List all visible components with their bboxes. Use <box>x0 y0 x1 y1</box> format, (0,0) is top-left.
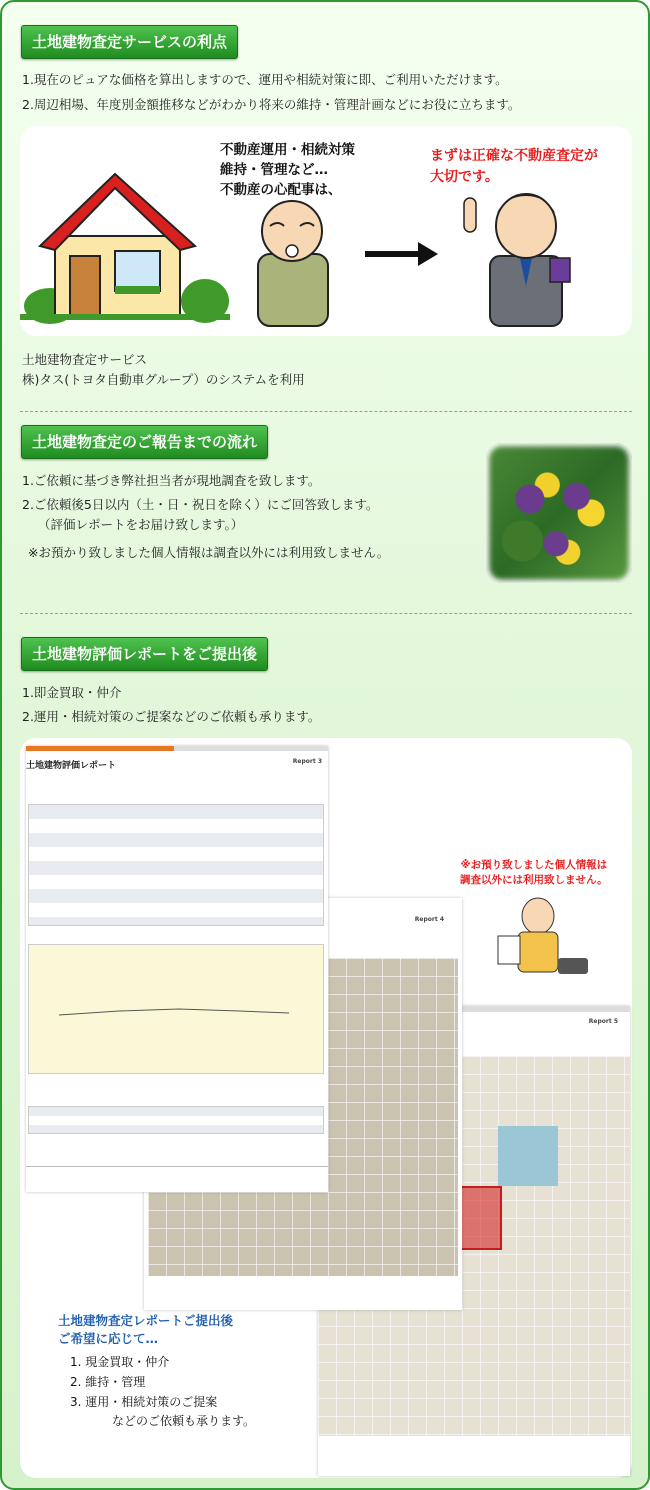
section3-item-1: 1.即金買取・仲介 <box>22 685 122 700</box>
worried-man-illustration <box>258 201 328 326</box>
section2-item-2: 2.ご依頼後5日以内（土・日・祝日を除く）にご回答致します。 <box>22 497 379 512</box>
section1-item-2: 2.周辺相場、年度別金額推移などがわかり将来の維持・管理計画などにお役に立ちます。 <box>22 97 521 112</box>
illustration-right-line-2: 大切です。 <box>430 169 499 185</box>
price-trend-chart <box>28 944 324 1074</box>
section3-item-2: 2.運用・相続対策のご提案などのご依頼も承ります。 <box>22 709 321 724</box>
section2-item-3: （評価レポートをお届け致します。） <box>38 517 244 532</box>
section1-heading: 土地建物査定サービスの利点 <box>21 25 238 59</box>
report-title: 土地建物評価レポート <box>26 761 117 771</box>
report-page-3 <box>26 746 328 1192</box>
illustration-right-line-1: まずは正確な不動産査定が <box>430 148 598 164</box>
arrow-right-icon <box>365 242 438 266</box>
offer-footer: などのご依頼も承ります。 <box>112 1414 256 1428</box>
report-4-label: Report 4 <box>414 916 444 923</box>
divider <box>20 613 632 614</box>
section2-heading: 土地建物査定のご報告までの流れ <box>21 425 268 459</box>
illustration-left-line-3: 不動産の心配事は、 <box>220 182 342 198</box>
privacy-note-line-2: 調査以外には利用致しません。 <box>460 874 608 886</box>
offer-title-line-2: ご希望に応じて… <box>58 1331 159 1346</box>
offer-item-2: 2. 維持・管理 <box>70 1375 146 1389</box>
illustration-panel <box>20 126 632 336</box>
offer-title-line-1: 土地建物査定レポートご提出後 <box>58 1313 234 1328</box>
section2-item-1: 1.ご依頼に基づき弊社担当者が現地調査を致します。 <box>22 473 321 488</box>
caption-line-2: 株)タス(トヨタ自動車グループ）のシステムを利用 <box>22 372 305 387</box>
section3-heading: 土地建物評価レポートをご提出後 <box>21 637 268 671</box>
report-5-label: Report 5 <box>588 1018 618 1025</box>
offer-item-1: 1. 現金買取・仲介 <box>70 1355 170 1369</box>
target-property-marker <box>458 1186 502 1250</box>
house-illustration <box>20 174 230 324</box>
businessman-illustration <box>464 194 570 326</box>
pansy-flower-photo <box>486 443 632 583</box>
phone-man-illustration <box>488 892 608 982</box>
report-panel <box>20 738 632 1478</box>
transaction-table <box>28 804 324 926</box>
caption-line-1: 土地建物査定サービス <box>22 352 148 367</box>
illustration-left-line-2: 維持・管理など… <box>220 162 328 178</box>
privacy-note-line-1: ※お預り致しました個人情報は <box>460 859 608 871</box>
section1-item-1: 1.現在のピュアな価格を算出しますので、運用や相続対策に即、ご利用いただけます。 <box>22 72 508 87</box>
report-3-label: Report 3 <box>292 758 322 765</box>
offer-item-3: 3. 運用・相続対策のご提案 <box>70 1395 218 1409</box>
divider <box>20 411 632 412</box>
section2-note: ※お預かり致しました個人情報は調査以外には利用致しません。 <box>28 545 390 560</box>
illustration-left-line-1: 不動産運用・相続対策 <box>220 142 355 158</box>
